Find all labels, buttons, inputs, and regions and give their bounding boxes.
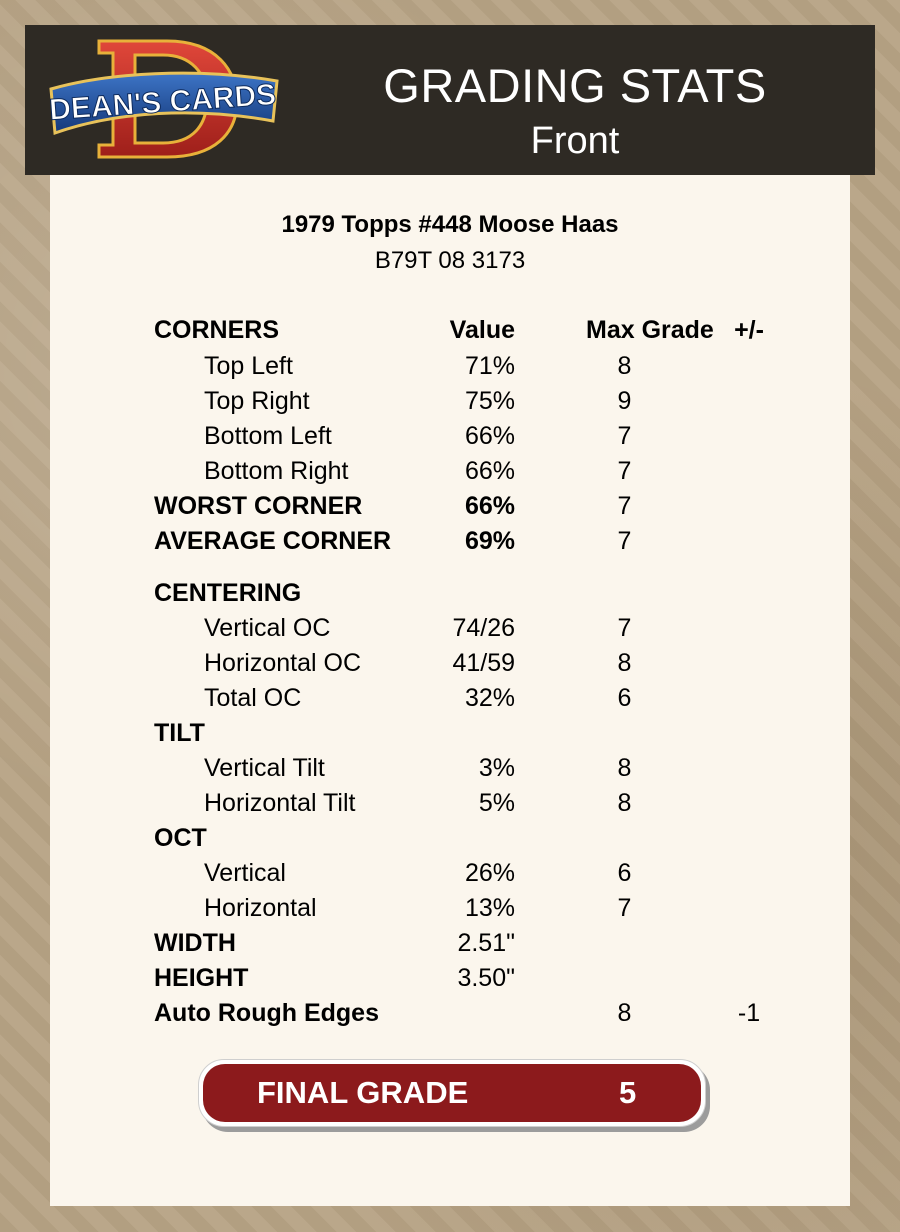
row-value: 13% bbox=[464, 894, 515, 922]
row-max-grade: 9 bbox=[617, 387, 632, 415]
row-max-grade: 8 bbox=[617, 754, 632, 782]
row-label: Horizontal Tilt bbox=[204, 789, 356, 817]
row-label: CORNERS bbox=[154, 316, 280, 344]
stats-row bbox=[50, 646, 850, 680]
row-max-grade: 6 bbox=[617, 684, 632, 712]
stats-panel bbox=[50, 175, 850, 1206]
row-label: Vertical OC bbox=[204, 614, 331, 642]
row-label: OCT bbox=[154, 824, 207, 852]
final-grade-bar bbox=[203, 1064, 701, 1122]
row-label: Top Left bbox=[204, 352, 293, 380]
row-value: 32% bbox=[464, 684, 515, 712]
stats-row bbox=[50, 384, 850, 418]
row-value: 26% bbox=[464, 859, 515, 887]
row-max-grade: 8 bbox=[617, 999, 632, 1027]
row-label: CENTERING bbox=[154, 579, 302, 607]
row-max-grade: 8 bbox=[617, 649, 632, 677]
row-max-grade: 6 bbox=[617, 859, 632, 887]
stats-row bbox=[50, 349, 850, 383]
row-adjustment: -1 bbox=[737, 999, 761, 1027]
row-label: Horizontal OC bbox=[204, 649, 361, 677]
row-max-grade: Max Grade bbox=[586, 316, 714, 344]
row-value: 66% bbox=[464, 422, 515, 450]
row-value: Value bbox=[449, 316, 515, 344]
stats-row bbox=[50, 961, 850, 995]
stats-row bbox=[50, 611, 850, 645]
row-value: 69% bbox=[464, 527, 515, 555]
row-value: 66% bbox=[464, 457, 515, 485]
row-adjustment: +/- bbox=[734, 316, 764, 344]
row-value: 3% bbox=[478, 754, 515, 782]
svg-text:DEAN'S CARDS: DEAN'S CARDS bbox=[48, 78, 278, 127]
stats-row bbox=[50, 996, 850, 1030]
stats-row bbox=[50, 681, 850, 715]
stats-row bbox=[50, 891, 850, 925]
row-label: TILT bbox=[154, 719, 205, 747]
row-max-grade: 7 bbox=[617, 457, 632, 485]
stats-row bbox=[50, 926, 850, 960]
row-max-grade: 7 bbox=[617, 894, 632, 922]
row-value: 74/26 bbox=[452, 614, 515, 642]
stats-row bbox=[50, 313, 850, 347]
row-label: Bottom Left bbox=[204, 422, 332, 450]
stats-row bbox=[50, 716, 850, 750]
row-value: 66% bbox=[464, 492, 515, 520]
row-label: HEIGHT bbox=[154, 964, 249, 992]
row-label: Auto Rough Edges bbox=[154, 999, 379, 1027]
row-value: 75% bbox=[464, 387, 515, 415]
page-title: GRADING STATS bbox=[383, 59, 767, 112]
row-label: Vertical bbox=[204, 859, 286, 887]
row-label: Vertical Tilt bbox=[204, 754, 325, 782]
row-value: 3.50" bbox=[457, 964, 515, 992]
row-value: 5% bbox=[478, 789, 515, 817]
row-max-grade: 8 bbox=[617, 789, 632, 817]
final-grade-value: 5 bbox=[619, 1075, 637, 1110]
row-value: 2.51" bbox=[457, 929, 515, 957]
row-max-grade: 7 bbox=[617, 422, 632, 450]
deans-cards-logo bbox=[47, 37, 282, 165]
stats-row bbox=[50, 576, 850, 610]
row-max-grade: 7 bbox=[617, 492, 632, 520]
stats-row bbox=[50, 751, 850, 785]
card-name: 1979 Topps #448 Moose Haas bbox=[281, 211, 619, 238]
row-label: Total OC bbox=[204, 684, 302, 712]
row-value: 71% bbox=[464, 352, 515, 380]
row-label: Top Right bbox=[204, 387, 310, 415]
row-max-grade: 7 bbox=[617, 527, 632, 555]
stats-row bbox=[50, 786, 850, 820]
row-label: Bottom Right bbox=[204, 457, 349, 485]
row-label: Horizontal bbox=[204, 894, 317, 922]
row-value: 41/59 bbox=[452, 649, 515, 677]
row-label: WORST CORNER bbox=[154, 492, 363, 520]
stats-row bbox=[50, 856, 850, 890]
row-max-grade: 7 bbox=[617, 614, 632, 642]
page-subtitle: Front bbox=[530, 120, 620, 162]
stats-row bbox=[50, 419, 850, 453]
final-grade-label: FINAL GRADE bbox=[257, 1075, 469, 1110]
row-label: WIDTH bbox=[154, 929, 236, 957]
stats-row bbox=[50, 524, 850, 558]
row-max-grade: 8 bbox=[617, 352, 632, 380]
cert-number: B79T 08 3173 bbox=[374, 247, 526, 274]
stats-row bbox=[50, 454, 850, 488]
stats-row bbox=[50, 821, 850, 855]
header-bar bbox=[25, 25, 875, 175]
stats-row bbox=[50, 489, 850, 523]
row-label: AVERAGE CORNER bbox=[154, 527, 392, 555]
final-grade-badge bbox=[198, 1059, 706, 1127]
